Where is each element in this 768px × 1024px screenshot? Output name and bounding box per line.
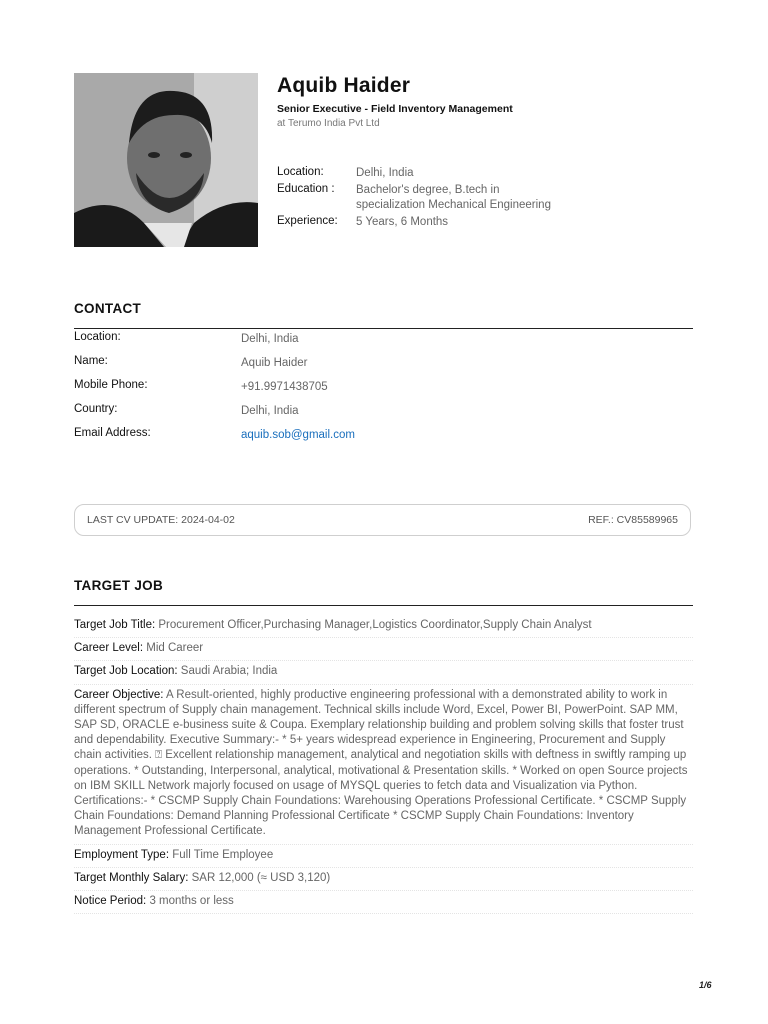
profile-summary (277, 166, 556, 232)
contact-label: Location: (74, 331, 121, 343)
summary-row-location (277, 166, 556, 181)
contact-row (74, 379, 693, 403)
page-number: 1/6 (699, 980, 712, 990)
last-cv-update: LAST CV UPDATE: 2024-04-02 (87, 514, 235, 526)
summary-label: Experience: (277, 215, 338, 227)
target-job-value: A Result-oriented, highly productive engineering professional with a demonstrated ability to work in different spectrum of Supply chain management. Technical skills include Word, Excel, Power BI, PowerPoint. SAP MM, SAP SD, ORACLE e-business suite & Coupa. Exemplary relationship building and problem solving skills that foster trust and dependability. Executive Summary:- * 5+ years widespread experience in Engineering, Procurement and Supply chain activities. ⍰ Excellent relationship management, analytical and negotiation skills with deftness in swiftly ramping up operations. * Outstanding, Interpersonal, analytical, motivational & Presentation skills. * Worked on open Source projects on IBM SKILL Network majorly focused on usage of MYSQL queries to fetch data and Visualization via Python. Certifications:- * CSCMP Supply Chain Foundations: Warehousing Operations Professional Certificate. * CSCMP Supply Chain Foundations: Demand Planning Professional Certificate * CSCMP Supply Chain Foundations: Inventory Management Professional Certificate. (74, 688, 688, 838)
current-company: at Terumo India Pvt Ltd (277, 118, 380, 129)
target-job-item (74, 638, 693, 661)
contact-label: Name: (74, 355, 108, 367)
target-job-label: Target Job Location: (74, 665, 178, 678)
target-job-item (74, 868, 693, 891)
target-job-value: Full Time Employee (172, 848, 274, 861)
contact-value: Aquib Haider (241, 357, 308, 369)
section-divider (74, 328, 693, 329)
target-job-item (74, 845, 693, 868)
summary-row-education (277, 183, 556, 213)
contact-row (74, 427, 693, 451)
target-job-item (74, 661, 693, 684)
contact-section-title: CONTACT (74, 301, 142, 316)
contact-label: Mobile Phone: (74, 379, 148, 391)
target-job-value: SAR 12,000 (≈ USD 3,120) (191, 871, 331, 884)
target-job-value: Procurement Officer,Purchasing Manager,Logistics Coordinator,Supply Chain Analyst (158, 619, 592, 631)
contact-value: Delhi, India (241, 405, 299, 417)
target-job-value: Saudi Arabia; India (180, 665, 278, 678)
current-job-title: Senior Executive - Field Inventory Management (277, 103, 513, 115)
target-job-label: Target Job Title: (74, 619, 156, 631)
summary-row-experience (277, 215, 556, 230)
contact-row (74, 355, 693, 379)
summary-label: Location: (277, 166, 324, 178)
target-job-label: Target Monthly Salary: (74, 871, 189, 884)
target-job-value: Mid Career (146, 642, 204, 655)
summary-value: 5 Years, 6 Months (356, 216, 449, 228)
contact-value: +91.9971438705 (241, 381, 328, 393)
profile-photo (74, 73, 258, 247)
target-job-label: Employment Type: (74, 848, 170, 861)
target-job-item (74, 685, 693, 845)
candidate-name: Aquib Haider (277, 74, 411, 97)
section-divider (74, 605, 693, 606)
target-job-list (74, 615, 693, 914)
summary-value: Bachelor's degree, B.tech in specialization Mechanical Engineering (356, 184, 551, 211)
target-job-label: Notice Period: (74, 895, 147, 908)
summary-value: Delhi, India (356, 167, 414, 179)
contact-table (74, 331, 693, 451)
target-job-section-title: TARGET JOB (74, 578, 164, 593)
target-job-value: 3 months or less (149, 895, 234, 908)
contact-row (74, 331, 693, 355)
target-job-item (74, 891, 693, 914)
summary-label: Education : (277, 183, 335, 195)
contact-label: Country: (74, 403, 118, 415)
cv-reference: REF.: CV85589965 (588, 514, 678, 526)
contact-label: Email Address: (74, 427, 151, 439)
email-link[interactable]: aquib.sob@gmail.com (241, 429, 355, 441)
contact-value: Delhi, India (241, 333, 299, 345)
target-job-label: Career Objective: (74, 688, 164, 701)
cv-update-box (74, 504, 691, 536)
target-job-item (74, 615, 693, 638)
target-job-label: Career Level: (74, 642, 144, 655)
contact-row (74, 403, 693, 427)
